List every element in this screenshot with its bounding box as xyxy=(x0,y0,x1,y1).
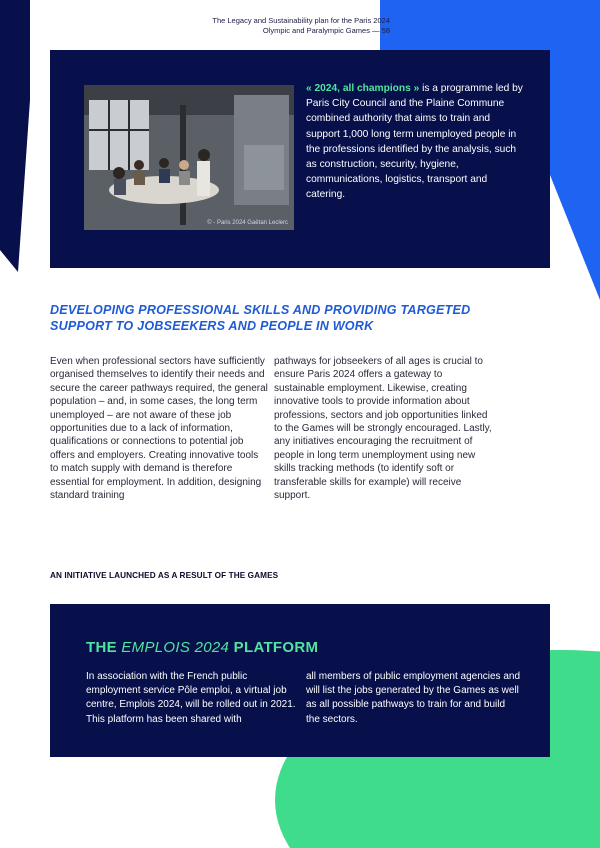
programme-body: is a programme led by Paris City Council and the Plaine Commune combined authority that aims to train and support 1,000 long term unemployed people in the professions identified by the analysis, such as construction, security, hygiene, communications, logistics, transport and catering. xyxy=(306,83,523,201)
platform-column-1: In association with the French public employment service Pôle emploi, a virtual job centre, Emplois 2024, will be rolled out in 2021. This platform has been shared with xyxy=(86,671,296,725)
section-heading: DEVELOPING PROFESSIONAL SKILLS AND PROVIDING TARGETED SUPPORT TO JOBSEEKERS AND PEOPLE IN WORK xyxy=(50,303,471,333)
body-column-2: pathways for jobseekers of all ages is crucial to ensure Paris 2024 offers a gateway to sustainable employment. Likewise, creating innovative tools to provide information about professions, sectors and job opportunities linked to the Games will be strongly encouraged. Lastly, any initiatives encouraging the recruitment of people in long term unemployment using new skills tracking methods (to identify soft or transferable skills for example) will receive support. xyxy=(274,356,492,502)
platform-title xyxy=(86,639,318,656)
meeting-room-photo xyxy=(84,85,294,230)
navy-corner-shape xyxy=(0,0,30,272)
platform-column-2: all members of public employment agencies and will list the jobs generated by the Games as well as all possible pathways to train for and build the sectors. xyxy=(306,671,520,725)
programme-description xyxy=(306,81,526,203)
platform-title-platform: PLATFORM xyxy=(229,639,319,656)
header-line-2: Olympic and Paralympic Games — 58 xyxy=(262,26,390,35)
header-line-1: The Legacy and Sustainability plan for the Paris 2024 xyxy=(212,16,390,25)
page-header xyxy=(190,16,390,36)
body-column-1: Even when professional sectors have sufficiently organised themselves to identify their needs and secure the career pathways required, the general population – and, in some cases, the long term unemployed – are not aware of these job opportunities due to a lack of information, qualifications or connections to potential job offers and employers. Creating innovative tools to match supply with demand is therefore essential for employment. In addition, designing standard training xyxy=(50,356,268,502)
platform-title-the: THE xyxy=(86,639,122,656)
programme-name: « 2024, all champions » xyxy=(306,83,420,94)
photo-credit: © - Paris 2024 Gaëtan Leclerc xyxy=(207,220,288,226)
platform-title-name: EMPLOIS 2024 xyxy=(121,639,230,656)
initiative-label: AN INITIATIVE LAUNCHED AS A RESULT OF THE GAMES xyxy=(50,571,279,580)
